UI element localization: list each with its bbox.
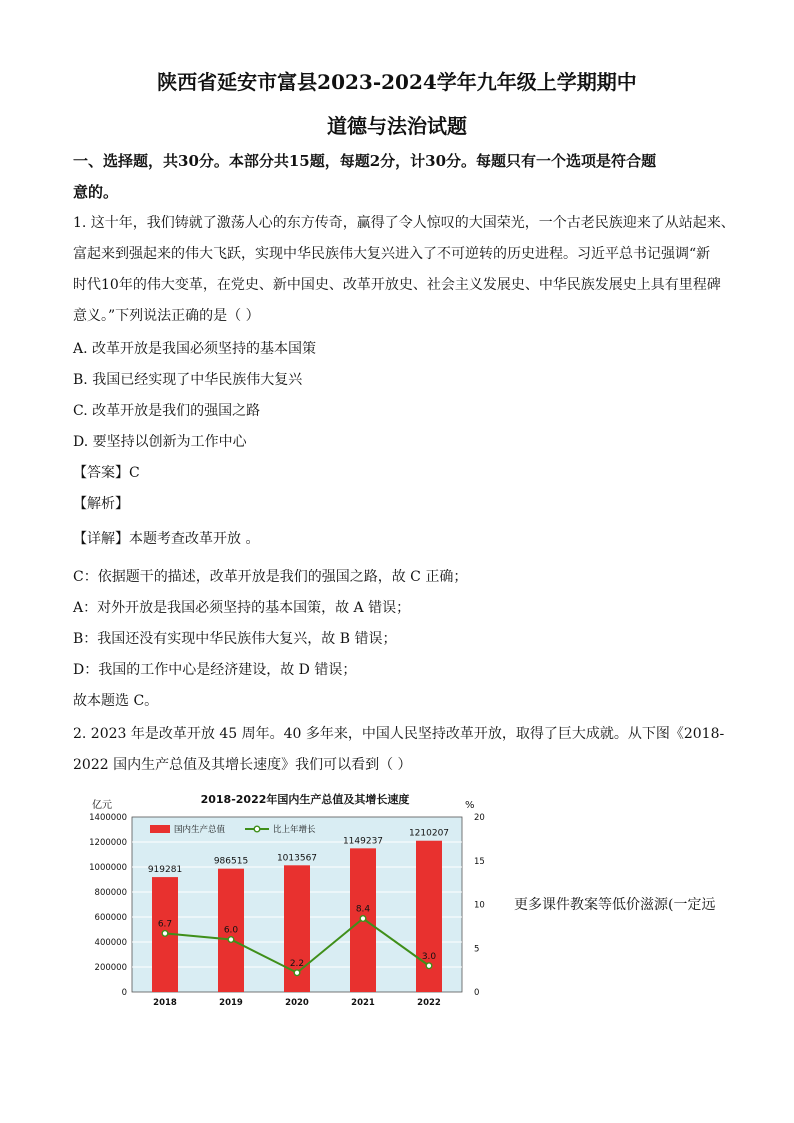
right-axis-unit: %	[465, 800, 475, 811]
legend-line-marker	[254, 826, 260, 832]
growth-label: 2.2	[289, 958, 305, 969]
left-tick-label: 400000	[94, 938, 127, 948]
q1-explanation: A：对外开放是我国必须坚持的基本国策，故 A 错误；	[73, 600, 411, 616]
growth-label: 3.0	[421, 951, 437, 962]
left-axis-unit: 亿元	[92, 800, 112, 811]
left-tick-label: 1200000	[89, 838, 127, 848]
growth-label: 8.4	[355, 904, 371, 915]
q1-explanation: B：我国还没有实现中华民族伟大复兴，故 B 错误；	[73, 631, 397, 647]
section-heading: 一、选择题，共30分。本部分共15题，每题2分，计30分。每题只有一个选项是符合题	[73, 152, 657, 170]
q1-option-a: A. 改革开放是我国必须坚持的基本国策	[73, 341, 317, 357]
right-tick-label: 15	[474, 856, 485, 867]
chart-title: 2018-2022年国内生产总值及其增长速度	[200, 793, 410, 806]
legend-bar-label: 国内生产总值	[174, 825, 226, 835]
q1-option-b: B. 我国已经实现了中华民族伟大复兴	[73, 372, 303, 388]
legend-line-label: 比上年增长	[273, 825, 316, 835]
legend-bar-swatch	[150, 825, 170, 833]
q1-conclusion: 故本题选 C。	[73, 693, 159, 709]
gdp-chart	[70, 780, 490, 1020]
q1-stem-line: 1. 这十年，我们铸就了激荡人心的东方传奇，赢得了令人惊叹的大国荣光，一个古老民族迎来了从站起来、	[73, 215, 735, 231]
x-tick-label: 2021	[351, 998, 375, 1008]
q1-explanation: D：我国的工作中心是经济建设，故 D 错误；	[73, 662, 357, 678]
q2-stem-line: 2. 2023 年是改革开放 45 周年。40 多年来，中国人民坚持改革开放，取得了巨大成就。从下图《2018-	[73, 726, 725, 742]
side-note-text: 更多课件教案等低价滋源(一定远	[514, 897, 716, 913]
left-tick-label: 600000	[94, 913, 127, 923]
gdp-chart-svg	[70, 780, 490, 1020]
q1-option-c: C. 改革开放是我们的强国之路	[73, 403, 261, 419]
section-heading-cont: 意的。	[73, 183, 119, 201]
right-tick-label: 5	[474, 944, 480, 955]
left-tick-label: 800000	[94, 888, 127, 898]
right-tick-label: 0	[474, 988, 480, 998]
x-tick-label: 2022	[417, 998, 441, 1008]
q1-answer: 【答案】C	[73, 465, 140, 481]
q1-stem-line: 富起来到强起来的伟大飞跃，实现中华民族伟大复兴进入了不可逆转的历史进程。习近平总书记强调“新	[73, 246, 711, 262]
exam-title-line2: 道德与法治试题	[327, 114, 467, 138]
growth-point	[294, 970, 300, 976]
left-tick-label: 0	[121, 988, 127, 998]
x-tick-label: 2018	[153, 998, 177, 1008]
growth-point	[426, 963, 432, 969]
gdp-bar-label: 1149237	[342, 836, 384, 847]
left-tick-label: 1400000	[89, 813, 127, 823]
growth-label: 6.7	[157, 919, 173, 930]
left-tick-label: 200000	[94, 963, 127, 973]
gdp-bar-label: 1210207	[408, 828, 450, 839]
q1-stem-line: 时代10年的伟大变革，在党史、新中国史、改革开放史、社会主义发展史、中华民族发展史上具有里程碑	[73, 277, 721, 293]
q1-stem-line: 意义。”下列说法正确的是（ ）	[73, 308, 260, 324]
gdp-bar-label: 986515	[213, 856, 249, 867]
gdp-bar	[416, 841, 442, 992]
growth-point	[162, 931, 168, 937]
growth-label: 6.0	[223, 925, 239, 936]
q1-detail: 【详解】本题考查改革开放 。	[73, 531, 260, 547]
x-tick-label: 2020	[285, 998, 309, 1008]
x-tick-label: 2019	[219, 998, 243, 1008]
left-tick-label: 1000000	[89, 863, 127, 873]
gdp-bar-label: 1013567	[276, 853, 318, 864]
right-tick-label: 20	[474, 813, 485, 823]
exam-title-line1: 陕西省延安市富县2023-2024学年九年级上学期期中	[157, 70, 637, 94]
growth-point	[360, 916, 366, 922]
growth-point	[228, 937, 234, 943]
gdp-bar-label: 919281	[147, 865, 183, 876]
q1-option-d: D. 要坚持以创新为工作中心	[73, 434, 247, 450]
right-tick-label: 10	[474, 900, 485, 911]
q1-analysis-label: 【解析】	[73, 496, 129, 512]
q2-stem-line: 2022 国内生产总值及其增长速度》我们可以看到（ ）	[73, 757, 412, 773]
q1-explanation: C：依据题干的描述，改革开放是我们的强国之路，故 C 正确；	[73, 569, 468, 585]
